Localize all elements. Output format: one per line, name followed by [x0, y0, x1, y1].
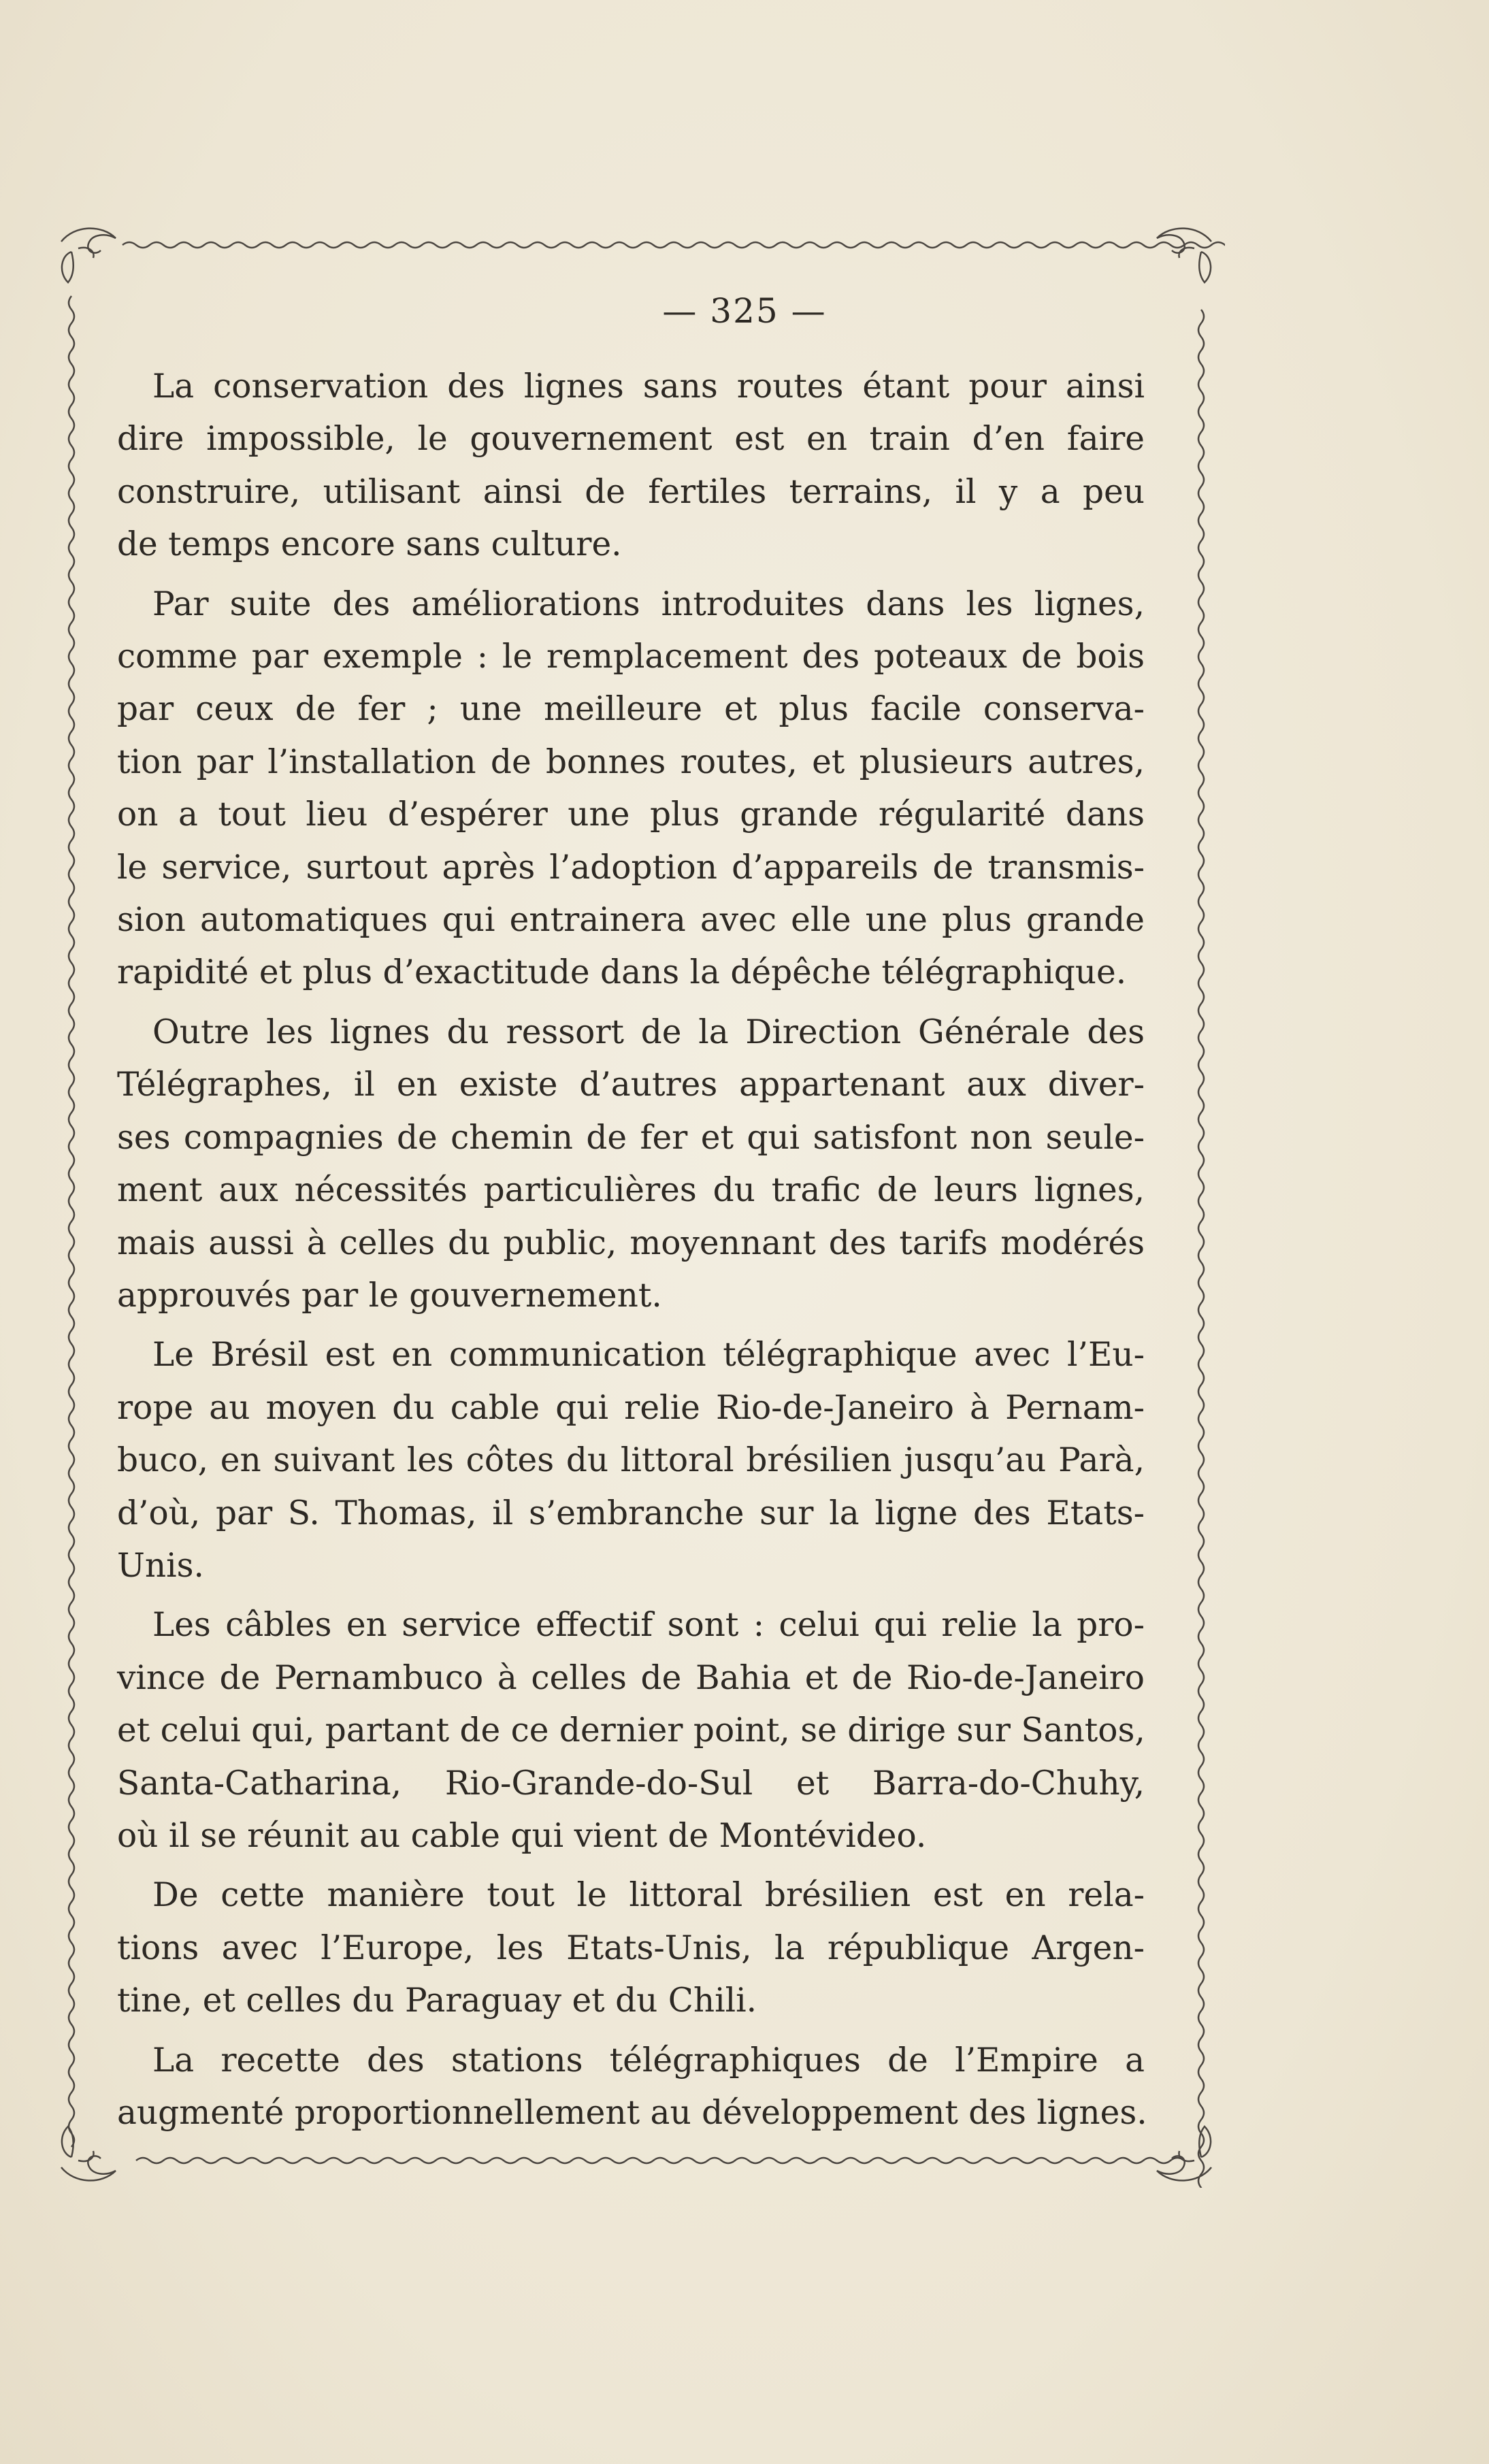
text-line: on a tout lieu d’espérer une plus grande régularité dans — [117, 795, 1145, 834]
text-line: Unis. — [117, 1546, 204, 1585]
text-line: La recette des stations télégraphiques de l’Empire a — [152, 2041, 1145, 2080]
text-line: sion automatiques qui entrainera avec elle une plus grande — [117, 901, 1145, 940]
text-line: buco, en suivant les côtes du littoral brésilien jusqu’au Parà, — [117, 1441, 1145, 1480]
body-text — [117, 361, 1145, 2146]
paragraph-3 — [117, 1006, 1145, 1322]
text-line: augmenté proportionnellement au développement des lignes. — [117, 2094, 1147, 2132]
text-line: où il se réunit au cable qui vient de Montévideo. — [117, 1816, 927, 1855]
text-line: comme par exemple : le remplacement des poteaux de bois — [117, 638, 1145, 676]
text-line: rapidité et plus d’exactitude dans la dépêche télégraphique. — [117, 953, 1127, 992]
corner-ornament-top-right — [1157, 229, 1211, 282]
paragraph-4 — [117, 1329, 1145, 1592]
text-line: tine, et celles du Paraguay et du Chili. — [117, 1982, 757, 2020]
text-line: vince de Pernambuco à celles de Bahia et de Rio-de-Janeiro — [117, 1658, 1145, 1697]
paragraph-6 — [117, 1869, 1145, 2027]
page-number: — 325 — — [662, 291, 827, 331]
corner-ornament-bottom-left — [61, 2126, 116, 2180]
text-line: et celui qui, partant de ce dernier point, se dirige sur Santos, — [117, 1711, 1145, 1750]
text-line: tions avec l’Europe, les Etats-Unis, la république Argen- — [117, 1928, 1145, 1967]
bottom-rule — [136, 2158, 1184, 2163]
text-line: approuvés par le gouvernement. — [117, 1276, 662, 1315]
text-line: Télégraphes, il en existe d’autres appartenant aux diver- — [117, 1066, 1145, 1104]
paragraph-1 — [117, 361, 1145, 572]
text-line: dire impossible, le gouvernement est en train d’en faire — [117, 420, 1145, 459]
text-line: de temps encore sans culture. — [117, 525, 622, 564]
text-line: De cette manière tout le littoral brésilien est en rela- — [152, 1876, 1145, 1915]
paragraph-2 — [117, 578, 1145, 1000]
text-line: ment aux nécessités particulières du trafic de leurs lignes, — [117, 1171, 1145, 1210]
text-line: Santa-Catharina, Rio-Grande-do-Sul et Barra-do-Chuhy, — [117, 1764, 1145, 1803]
right-rule — [1198, 310, 1204, 2188]
text-line: Par suite des améliorations introduites dans les lignes, — [152, 585, 1145, 623]
text-line: mais aussi à celles du public, moyennant des tarifs modérés — [117, 1223, 1145, 1262]
text-line: d’où, par S. Thomas, il s’embranche sur la ligne des Etats- — [117, 1494, 1145, 1532]
text-line: par ceux de fer ; une meilleure et plus facile conserva- — [117, 690, 1145, 729]
text-line: tion par l’installation de bonnes routes, et plusieurs autres, — [117, 742, 1145, 781]
text-line: La conservation des lignes sans routes étant pour ainsi — [152, 367, 1145, 406]
paragraph-5 — [117, 1599, 1145, 1862]
paragraph-7 — [117, 2035, 1145, 2140]
top-rule — [122, 242, 1225, 248]
text-line: le service, surtout après l’adoption d’appareils de transmis- — [117, 848, 1145, 887]
text-line: Outre les lignes du ressort de la Direction Générale des — [152, 1013, 1145, 1051]
left-rule — [69, 296, 74, 2147]
text-line: Les câbles en service effectif sont : celui qui relie la pro- — [152, 1606, 1145, 1645]
text-line: Le Brésil est en communication télégraphique avec l’Eu- — [152, 1336, 1145, 1375]
text-line: rope au moyen du cable qui relie Rio-de-Janeiro à Pernam- — [117, 1388, 1145, 1427]
corner-ornament-top-left — [61, 229, 116, 282]
text-line: construire, utilisant ainsi de fertiles terrains, il y a peu — [117, 472, 1145, 511]
text-line: ses compagnies de chemin de fer et qui satisfont non seule- — [117, 1118, 1145, 1157]
